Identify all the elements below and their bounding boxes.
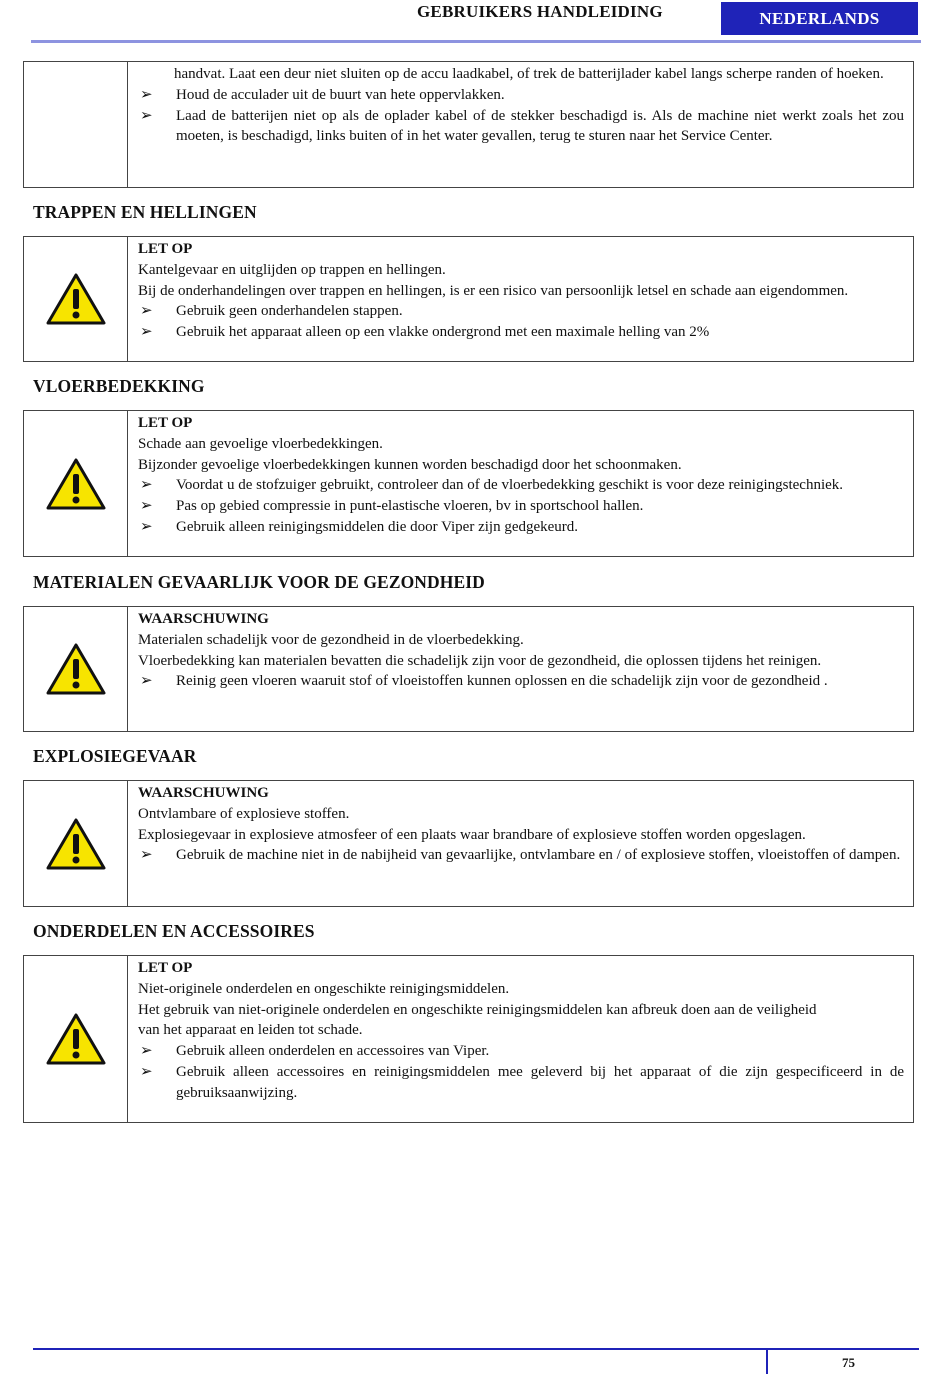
section-heading: TRAPPEN EN HELLINGEN xyxy=(33,202,257,222)
section-heading: EXPLOSIEGEVAAR xyxy=(33,746,197,766)
caution-label: LET OP xyxy=(138,241,193,257)
footer-separator xyxy=(766,1350,768,1374)
bullet-arrow-icon: ➢ xyxy=(140,498,153,515)
section-heading: MATERIALEN GEVAARLIJK VOOR DE GEZONDHEID xyxy=(33,572,485,592)
caution-text: Het gebruik van niet-originele onderdelen en ongeschikte reinigingsmiddelen kan afbreuk doen aan de veiligheid xyxy=(138,1001,817,1018)
warning-icon-cell xyxy=(24,607,128,731)
empty-icon-cell xyxy=(24,62,128,187)
document-title: GEBRUIKERS HANDLEIDING xyxy=(417,2,663,21)
caution-text: Niet-originele onderdelen en ongeschikte reinigingsmiddelen. xyxy=(138,980,510,997)
section-heading: ONDERDELEN EN ACCESSOIRES xyxy=(33,921,315,941)
caution-text: Bij de onderhandelingen over trappen en hellingen, is er een risico van persoonlijk letsel en schade aan eigendommen. xyxy=(138,282,849,299)
bullet-arrow-icon: ➢ xyxy=(140,303,153,320)
bullet-item: ➢ Gebruik alleen reinigingsmiddelen die door Viper zijn gedgekeurd. xyxy=(138,517,904,538)
warning-text: Ontvlambare of explosieve stoffen. xyxy=(138,805,350,822)
caution-label: LET OP xyxy=(138,415,193,431)
bullet-arrow-icon: ➢ xyxy=(140,673,153,690)
warning-icon-cell xyxy=(24,781,128,906)
warning-triangle-icon xyxy=(45,1012,107,1066)
bullet-item: ➢ Laad de batterijen niet op als de oplader kabel of de stekker beschadigd is. Als de machine niet werkt zoals het zou moeten, is beschadigd, links buiten of in het water gevallen, terug te sturen naar het Service Center. xyxy=(138,106,904,148)
bullet-item: ➢ Gebruik alleen accessoires en reinigingsmiddelen mee geleverd bij het apparaat of die zijn gespecificeerd in de gebruiksaanwijzing. xyxy=(138,1062,904,1104)
bullet-item: ➢ Gebruik het apparaat alleen op een vlakke ondergrond met een maximale helling van 2% xyxy=(138,322,904,343)
continued-instructions-box xyxy=(23,61,914,188)
warning-text: Explosiegevaar in explosieve atmosfeer of een plaats waar brandbare of explosieve stoffen worden opgeslagen. xyxy=(138,826,806,843)
caution-text: Bijzonder gevoelige vloerbedekkingen kunnen worden beschadigd door het schoonmaken. xyxy=(138,456,682,473)
bullet-item: ➢ Gebruik de machine niet in de nabijheid van gevaarlijke, ontvlambare en / of explosieve stoffen, vloeistoffen of dampen. xyxy=(138,845,904,866)
warning-label: WAARSCHUWING xyxy=(138,785,269,801)
continued-line: handvat. Laat een deur niet sluiten op de accu laadkabel, of trek de batterijlader kabel langs scherpe randen of hoeken. xyxy=(174,66,884,82)
warning-label: WAARSCHUWING xyxy=(138,611,269,627)
bullet-item: ➢ Voordat u de stofzuiger gebruikt, controleer dan of de vloerbedekking geschikt is voor deze reinigingstechniek. xyxy=(138,475,904,496)
bullet-arrow-icon: ➢ xyxy=(140,86,153,103)
bullet-item: ➢ Gebruik geen onderhandelen stappen. xyxy=(138,301,904,322)
caution-box xyxy=(23,410,914,557)
bullet-item: ➢ Reinig geen vloeren waaruit stof of vloeistoffen kunnen oplossen en die schadelijk zijn voor de gezondheid . xyxy=(138,671,904,692)
warning-icon-cell xyxy=(24,237,128,361)
bullet-arrow-icon: ➢ xyxy=(140,518,153,535)
bullet-arrow-icon: ➢ xyxy=(140,324,153,341)
warning-box xyxy=(23,606,914,732)
warning-icon-cell xyxy=(24,956,128,1122)
caution-text: Kantelgevaar en uitglijden op trappen en hellingen. xyxy=(138,261,446,278)
caution-label: LET OP xyxy=(138,960,193,976)
caution-text: Schade aan gevoelige vloerbedekkingen. xyxy=(138,435,383,452)
warning-text: Vloerbedekking kan materialen bevatten die schadelijk zijn voor de gezondheid, die oplossen tijdens het reinigen. xyxy=(138,652,822,669)
bullet-item: ➢ Houd de acculader uit de buurt van hete oppervlakken. xyxy=(138,85,904,106)
page-number: 75 xyxy=(842,1355,855,1370)
header-divider xyxy=(31,40,921,43)
language-badge: NEDERLANDS xyxy=(721,2,918,35)
warning-text: Materialen schadelijk voor de gezondheid in de vloerbedekking. xyxy=(138,631,524,648)
warning-box xyxy=(23,780,914,907)
bullet-arrow-icon: ➢ xyxy=(140,847,153,864)
bullet-arrow-icon: ➢ xyxy=(140,477,153,494)
warning-triangle-icon xyxy=(45,817,107,871)
caution-box xyxy=(23,955,914,1123)
footer-divider xyxy=(33,1348,919,1350)
warning-triangle-icon xyxy=(45,457,107,511)
bullet-item: ➢ Pas op gebied compressie in punt-elastische vloeren, bv in sportschool hallen. xyxy=(138,496,904,517)
bullet-arrow-icon: ➢ xyxy=(140,107,153,124)
continued-text xyxy=(128,62,913,187)
bullet-arrow-icon: ➢ xyxy=(140,1043,153,1060)
section-heading: VLOERBEDEKKING xyxy=(33,376,205,396)
bullet-item: ➢ Gebruik alleen onderdelen en accessoires van Viper. xyxy=(138,1041,904,1062)
caution-box xyxy=(23,236,914,362)
caution-text: van het apparaat en leiden tot schade. xyxy=(138,1022,363,1039)
warning-triangle-icon xyxy=(45,272,107,326)
bullet-arrow-icon: ➢ xyxy=(140,1063,153,1080)
warning-icon-cell xyxy=(24,411,128,556)
warning-triangle-icon xyxy=(45,642,107,696)
